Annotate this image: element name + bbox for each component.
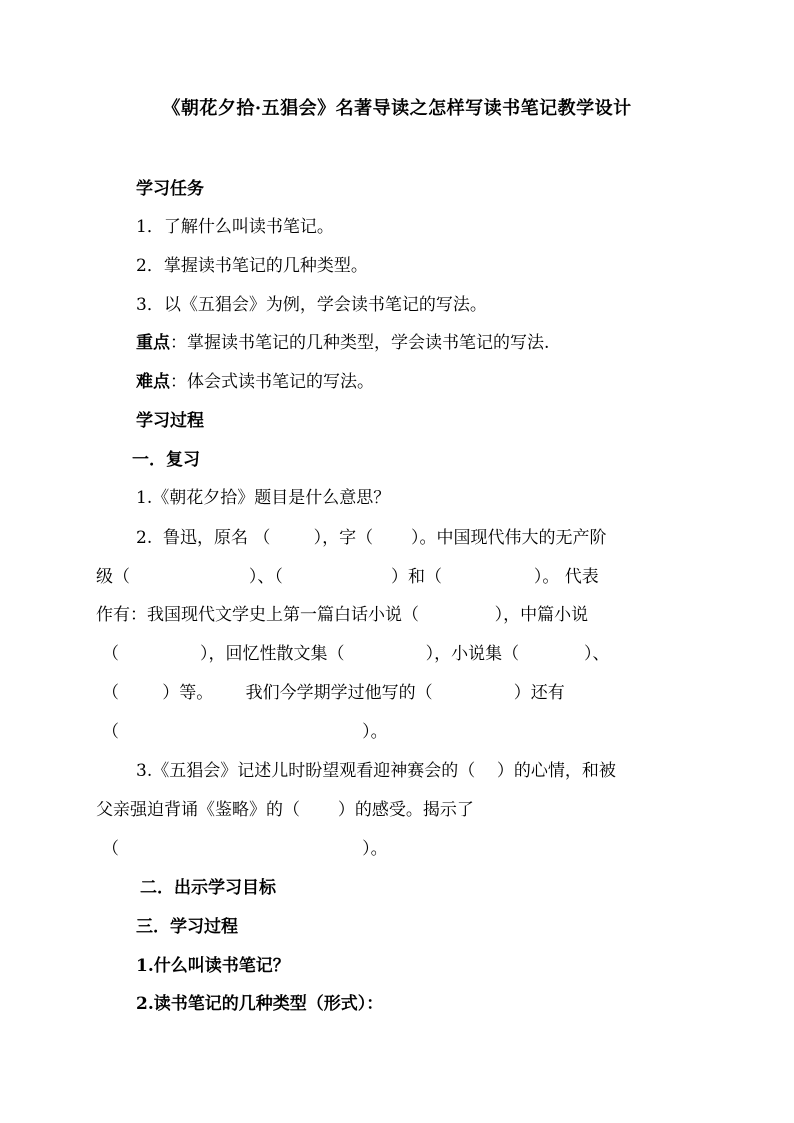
section-process: 三．学习过程 <box>136 917 238 937</box>
subsection-1: 1.什么叫读书笔记？ <box>136 956 290 976</box>
question-2-line-1: 2. 鲁迅，原名 （ ），字（ ）。中国现代伟大的无产阶 <box>136 528 607 548</box>
subsection-2: 2.读书笔记的几种类型（形式）： <box>136 994 384 1014</box>
document-title: 《朝花夕拾·五猖会》名著导读之怎样写读书笔记教学设计 <box>162 98 632 119</box>
difficulty-label: 难点 <box>136 372 170 392</box>
key-point-label: 重点 <box>136 333 170 353</box>
section-review: 一．复习 <box>132 450 200 470</box>
difficulty-text: ：体会式读书笔记的写法。 <box>170 372 374 392</box>
key-point <box>136 332 549 354</box>
tasks-heading: 学习任务 <box>136 179 204 199</box>
question-2-line-2: 级（ ）、（ ）和（ ）。 代表 <box>96 567 599 587</box>
key-point-text: ：掌握读书笔记的几种类型，学会读书笔记的写法. <box>170 333 550 353</box>
question-1: 1.《朝花夕拾》题目是什么意思？ <box>136 488 391 508</box>
question-2-line-5: （ ）等。 我们今学期学过他写的（ ）还有 <box>102 683 565 703</box>
question-3-line-1: 3.《五猖会》记述儿时盼望观看迎神赛会的（ ）的心情，和被 <box>136 761 616 781</box>
task-item-2: 2．掌握读书笔记的几种类型。 <box>136 256 368 276</box>
difficulty-point <box>136 371 374 393</box>
question-2-line-3: 作有：我国现代文学史上第一篇白话小说（ ），中篇小说 <box>96 605 589 625</box>
question-2-line-6: （ ）。 <box>102 722 388 742</box>
question-3-line-3: （ ）。 <box>102 839 388 859</box>
task-item-3: 3．以《五猖会》为例，学会读书笔记的写法。 <box>136 295 487 315</box>
question-2-line-4: （ ），回忆性散文集（ ），小说集（ ）、 <box>102 644 610 664</box>
question-3-line-2: 父亲强迫背诵《鉴略》的（ ）的感受。揭示了 <box>96 800 474 820</box>
task-item-1: 1．了解什么叫读书笔记。 <box>136 217 334 237</box>
section-objectives: 二．出示学习目标 <box>140 878 276 898</box>
process-heading: 学习过程 <box>136 411 204 431</box>
